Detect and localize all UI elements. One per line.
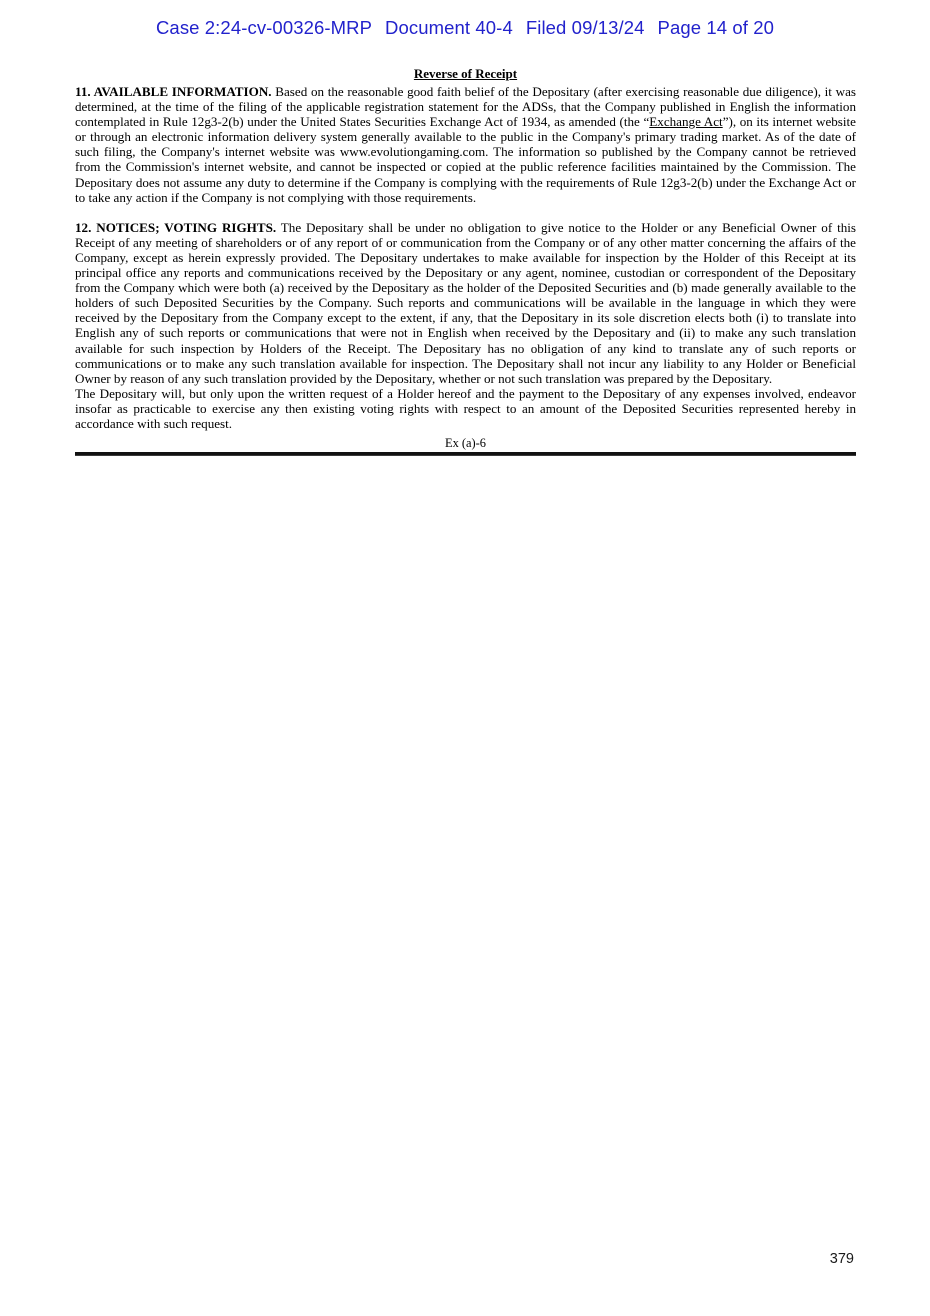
section-12-heading: 12. NOTICES; VOTING RIGHTS. [75,219,277,235]
section-11-paragraph [75,84,856,205]
section-12-paragraph-two: The Depositary will, but only upon the written request of a Holder hereof and the payment to the Depositary of any expenses involved, endeavor insofar as practicable to exercise any then existing voting rights with respect to an amount of the Deposited Securities represented hereby in accordance with such request. [75,385,856,431]
bates-page-number: 379 [829,1251,854,1267]
document-number: Document 40-4 [385,17,513,38]
section-12-paragraph-one [75,220,856,386]
document-body [75,66,856,456]
footer-horizontal-rule [75,452,856,456]
page-indicator: Page 14 of 20 [657,17,775,38]
document-title: Reverse of Receipt [413,66,518,81]
exhibit-footer-label: Ex (a)-6 [445,436,486,451]
case-number: Case 2:24-cv-00326-MRP [155,17,373,38]
exchange-act-defined-term: Exchange Act [649,114,723,130]
section-12-text-part-1: The Depositary shall be under no obligation to give notice to the Holder or any Beneficial Owner of this Receipt of any meeting of shareholders or of any report of or communication from the Company or of any other matter concerning the affairs of the Company, except as herein expressly provided. The Depositary undertakes to make available for inspection by the Holder of this Receipt at its principal office any reports and communications received by the Depositary or any agent, nominee, custodian or correspondent of the Depositary from the Company which were both (a) received by the Depositary as the holder of the Deposited Securities and (b) made generally available to the holders of such Deposited Securities by the Company. Such reports and communications will be available in the language in which they were received by the Depositary from the Company except to the extent, if any, that the Depositary in its sole discretion elects both (i) to translate into English any of such reports or communications that were not in English when received by the Depositary and (ii) to make any such translation available for such inspection by Holders of the Receipt. The Depositary has no obligation of any kind to translate any of such reports or communications or to make any such translation available for inspection. The Depositary shall not incur any liability to any Holder or Beneficial Owner by reason of any such translation provided by the Depositary, whether or not such translation was prepared by the Depositary. [75,219,856,386]
ecf-court-stamp-header [0,17,930,39]
section-11-heading: 11. AVAILABLE INFORMATION. [75,84,272,99]
section-11-text-part-2: ”), on its internet website or through an electronic information delivery system generally available to the public in the Company's primary trading market. As of the date of such filing, the Company's internet website was www.evolutiongaming.com. The information so published by the Company cannot be retrieved from the Commission's internet website, and cannot be inspected or copied at the public reference facilities maintained by the Commission. The Depositary does not assume any duty to determine if the Company is complying with the requirements of Rule 12g3-2(b) under the Exchange Act or to take any action if the Company is not complying with those requirements. [75,114,856,205]
section-11-text-part-1: Based on the reasonable good faith belief of the Depositary (after exercising reasonable due diligence), it was determined, at the time of the filing of the applicable registration statement for the ADSs, that the Company published in English the information contemplated in Rule 12g3-2(b) under the United States Securities Exchange Act of 1934, as amended (the “ [75,84,856,130]
paragraph-spacer [75,205,856,220]
filed-date: Filed 09/13/24 [525,17,645,38]
